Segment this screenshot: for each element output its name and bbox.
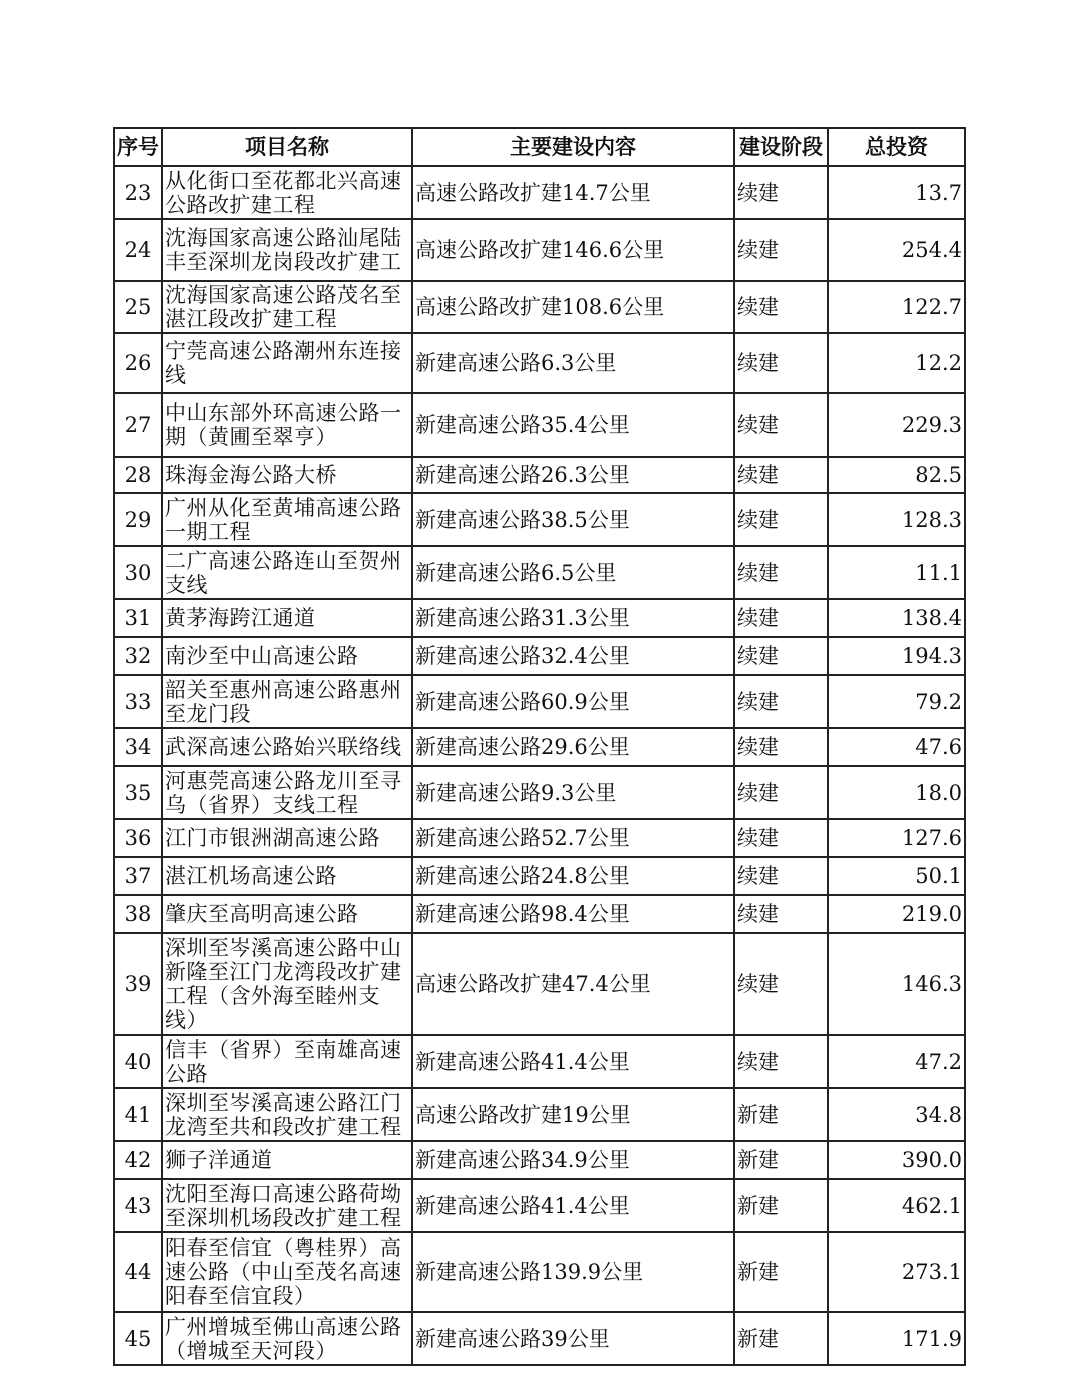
project-name-cell: 沈海国家高速公路汕尾陆丰至深圳龙岗段改扩建工 — [162, 219, 412, 281]
project-name-cell: 沈阳至海口高速公路荷坳至深圳机场段改扩建工程 — [162, 1179, 412, 1232]
seq-cell: 25 — [114, 281, 162, 333]
stage-cell: 续建 — [734, 393, 828, 457]
project-name-cell: 阳春至信宜（粤桂界）高速公路（中山至茂名高速阳春至信宜段） — [162, 1232, 412, 1312]
seq-cell: 33 — [114, 675, 162, 728]
project-name-cell: 信丰（省界）至南雄高速公路 — [162, 1035, 412, 1088]
project-name-cell: 湛江机场高速公路 — [162, 857, 412, 895]
table-row — [114, 857, 965, 895]
investment-cell: 390.0 — [828, 1141, 965, 1179]
main-content-cell: 新建高速公路41.4公里 — [412, 1035, 734, 1088]
seq-cell: 41 — [114, 1088, 162, 1141]
seq-cell: 34 — [114, 728, 162, 766]
seq-cell: 31 — [114, 599, 162, 637]
table-row — [114, 219, 965, 281]
investment-cell: 219.0 — [828, 895, 965, 933]
table-row — [114, 281, 965, 333]
project-name-cell: 从化街口至花都北兴高速公路改扩建工程 — [162, 166, 412, 219]
project-name-cell: 狮子洋通道 — [162, 1141, 412, 1179]
seq-cell: 29 — [114, 493, 162, 546]
stage-cell: 续建 — [734, 333, 828, 393]
investment-cell: 273.1 — [828, 1232, 965, 1312]
table-row — [114, 599, 965, 637]
project-name-cell: 宁莞高速公路潮州东连接线 — [162, 333, 412, 393]
main-content-cell: 新建高速公路41.4公里 — [412, 1179, 734, 1232]
stage-cell: 新建 — [734, 1179, 828, 1232]
investment-cell: 47.2 — [828, 1035, 965, 1088]
table-row — [114, 1312, 965, 1365]
main-content-cell: 新建高速公路32.4公里 — [412, 637, 734, 675]
main-content-cell: 高速公路改扩建14.7公里 — [412, 166, 734, 219]
project-name-cell: 深圳至岑溪高速公路江门龙湾至共和段改扩建工程 — [162, 1088, 412, 1141]
seq-cell: 28 — [114, 457, 162, 493]
header-seq: 序号 — [114, 128, 162, 166]
table-row — [114, 895, 965, 933]
table-row — [114, 637, 965, 675]
project-name-cell: 黄茅海跨江通道 — [162, 599, 412, 637]
stage-cell: 续建 — [734, 728, 828, 766]
project-name-cell: 深圳至岑溪高速公路中山新隆至江门龙湾段改扩建工程（含外海至睦州支线） — [162, 933, 412, 1035]
seq-cell: 45 — [114, 1312, 162, 1365]
seq-cell: 39 — [114, 933, 162, 1035]
main-content-cell: 高速公路改扩建108.6公里 — [412, 281, 734, 333]
stage-cell: 续建 — [734, 819, 828, 857]
investment-cell: 82.5 — [828, 457, 965, 493]
main-content-cell: 新建高速公路139.9公里 — [412, 1232, 734, 1312]
seq-cell: 24 — [114, 219, 162, 281]
investment-cell: 34.8 — [828, 1088, 965, 1141]
stage-cell: 新建 — [734, 1232, 828, 1312]
table-row — [114, 728, 965, 766]
project-name-cell: 广州增城至佛山高速公路（增城至天河段） — [162, 1312, 412, 1365]
investment-cell: 146.3 — [828, 933, 965, 1035]
stage-cell: 续建 — [734, 1035, 828, 1088]
investment-cell: 50.1 — [828, 857, 965, 895]
stage-cell: 续建 — [734, 546, 828, 599]
project-name-cell: 肇庆至高明高速公路 — [162, 895, 412, 933]
project-name-cell: 中山东部外环高速公路一期（黄圃至翠亨） — [162, 393, 412, 457]
stage-cell: 续建 — [734, 599, 828, 637]
investment-cell: 462.1 — [828, 1179, 965, 1232]
investment-cell: 79.2 — [828, 675, 965, 728]
table-row — [114, 766, 965, 819]
stage-cell: 续建 — [734, 857, 828, 895]
investment-cell: 122.7 — [828, 281, 965, 333]
main-content-cell: 新建高速公路6.3公里 — [412, 333, 734, 393]
investment-cell: 171.9 — [828, 1312, 965, 1365]
main-content-cell: 新建高速公路60.9公里 — [412, 675, 734, 728]
seq-cell: 27 — [114, 393, 162, 457]
investment-cell: 47.6 — [828, 728, 965, 766]
main-content-cell: 新建高速公路35.4公里 — [412, 393, 734, 457]
seq-cell: 26 — [114, 333, 162, 393]
header-total-investment: 总投资 — [828, 128, 965, 166]
stage-cell: 新建 — [734, 1141, 828, 1179]
main-content-cell: 新建高速公路39公里 — [412, 1312, 734, 1365]
investment-cell: 127.6 — [828, 819, 965, 857]
seq-cell: 35 — [114, 766, 162, 819]
header-main-content: 主要建设内容 — [412, 128, 734, 166]
table-row — [114, 1035, 965, 1088]
project-name-cell: 南沙至中山高速公路 — [162, 637, 412, 675]
table-row — [114, 1232, 965, 1312]
main-content-cell: 高速公路改扩建19公里 — [412, 1088, 734, 1141]
table-row — [114, 1088, 965, 1141]
main-content-cell: 新建高速公路6.5公里 — [412, 546, 734, 599]
table-row — [114, 166, 965, 219]
main-content-cell: 新建高速公路31.3公里 — [412, 599, 734, 637]
investment-cell: 254.4 — [828, 219, 965, 281]
investment-cell: 12.2 — [828, 333, 965, 393]
project-table — [113, 127, 966, 1366]
header-project-name: 项目名称 — [162, 128, 412, 166]
project-name-cell: 广州从化至黄埔高速公路一期工程 — [162, 493, 412, 546]
table-row — [114, 1179, 965, 1232]
project-name-cell: 珠海金海公路大桥 — [162, 457, 412, 493]
stage-cell: 续建 — [734, 219, 828, 281]
table-row — [114, 457, 965, 493]
stage-cell: 新建 — [734, 1312, 828, 1365]
seq-cell: 40 — [114, 1035, 162, 1088]
main-content-cell: 新建高速公路52.7公里 — [412, 819, 734, 857]
stage-cell: 续建 — [734, 457, 828, 493]
seq-cell: 43 — [114, 1179, 162, 1232]
seq-cell: 32 — [114, 637, 162, 675]
main-content-cell: 新建高速公路9.3公里 — [412, 766, 734, 819]
stage-cell: 续建 — [734, 895, 828, 933]
table-row — [114, 819, 965, 857]
main-content-cell: 新建高速公路34.9公里 — [412, 1141, 734, 1179]
table-row — [114, 393, 965, 457]
project-name-cell: 二广高速公路连山至贺州支线 — [162, 546, 412, 599]
table-row — [114, 546, 965, 599]
investment-cell: 138.4 — [828, 599, 965, 637]
seq-cell: 38 — [114, 895, 162, 933]
main-content-cell: 新建高速公路98.4公里 — [412, 895, 734, 933]
main-content-cell: 新建高速公路38.5公里 — [412, 493, 734, 546]
stage-cell: 续建 — [734, 675, 828, 728]
seq-cell: 23 — [114, 166, 162, 219]
investment-cell: 13.7 — [828, 166, 965, 219]
investment-cell: 11.1 — [828, 546, 965, 599]
investment-cell: 128.3 — [828, 493, 965, 546]
seq-cell: 36 — [114, 819, 162, 857]
table-body — [114, 166, 965, 1365]
main-content-cell: 高速公路改扩建47.4公里 — [412, 933, 734, 1035]
stage-cell: 续建 — [734, 281, 828, 333]
main-content-cell: 高速公路改扩建146.6公里 — [412, 219, 734, 281]
seq-cell: 37 — [114, 857, 162, 895]
table-row — [114, 1141, 965, 1179]
table-row — [114, 933, 965, 1035]
stage-cell: 续建 — [734, 766, 828, 819]
stage-cell: 新建 — [734, 1088, 828, 1141]
stage-cell: 续建 — [734, 637, 828, 675]
header-stage: 建设阶段 — [734, 128, 828, 166]
header-row — [114, 128, 965, 166]
investment-cell: 18.0 — [828, 766, 965, 819]
table-row — [114, 333, 965, 393]
project-name-cell: 武深高速公路始兴联络线 — [162, 728, 412, 766]
table-row — [114, 675, 965, 728]
stage-cell: 续建 — [734, 933, 828, 1035]
seq-cell: 30 — [114, 546, 162, 599]
project-name-cell: 河惠莞高速公路龙川至寻乌（省界）支线工程 — [162, 766, 412, 819]
seq-cell: 42 — [114, 1141, 162, 1179]
project-name-cell: 韶关至惠州高速公路惠州至龙门段 — [162, 675, 412, 728]
main-content-cell: 新建高速公路24.8公里 — [412, 857, 734, 895]
seq-cell: 44 — [114, 1232, 162, 1312]
table-row — [114, 493, 965, 546]
project-name-cell: 沈海国家高速公路茂名至湛江段改扩建工程 — [162, 281, 412, 333]
investment-cell: 229.3 — [828, 393, 965, 457]
project-name-cell: 江门市银洲湖高速公路 — [162, 819, 412, 857]
stage-cell: 续建 — [734, 166, 828, 219]
main-content-cell: 新建高速公路29.6公里 — [412, 728, 734, 766]
investment-cell: 194.3 — [828, 637, 965, 675]
main-content-cell: 新建高速公路26.3公里 — [412, 457, 734, 493]
stage-cell: 续建 — [734, 493, 828, 546]
